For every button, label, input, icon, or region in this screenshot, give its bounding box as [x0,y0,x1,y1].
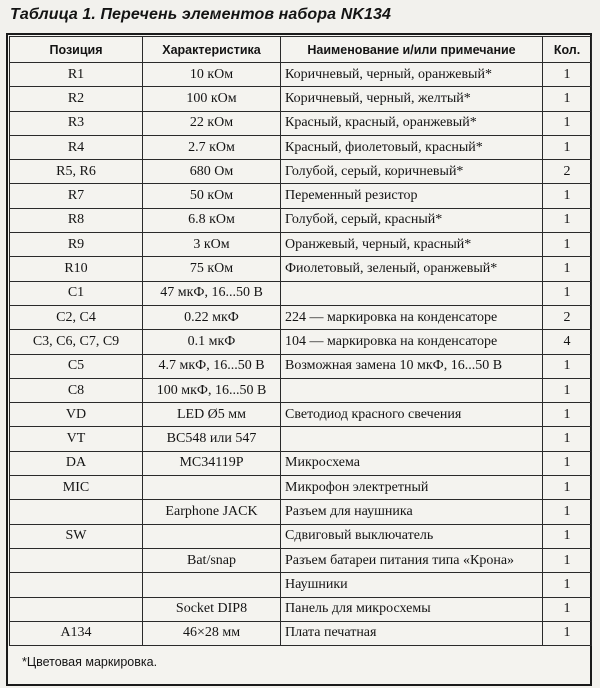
cell-name-note: Переменный резистор [281,184,543,208]
cell-quantity: 1 [543,524,592,548]
table-row [10,281,592,305]
table-title [10,6,391,24]
cell-quantity: 1 [543,451,592,475]
cell-characteristic: 22 кОм [143,111,281,135]
cell-quantity: 1 [543,476,592,500]
cell-quantity: 1 [543,63,592,87]
cell-name-note: Сдвиговый выключатель [281,524,543,548]
table-row [10,111,592,135]
cell-position [10,548,143,572]
table-row [10,597,592,621]
cell-quantity: 1 [543,548,592,572]
cell-quantity: 1 [543,427,592,451]
table-row [10,378,592,402]
cell-name-note: Красный, красный, оранжевый* [281,111,543,135]
cell-characteristic: BC548 или 547 [143,427,281,451]
table-body [10,63,592,646]
footnote: *Цветовая маркировка. [22,655,158,669]
header-quantity: Кол. [543,37,592,63]
cell-position: R8 [10,208,143,232]
table-row [10,305,592,329]
table-row [10,135,592,159]
table-title-text: Перечень элементов набора NK134 [100,6,391,23]
cell-characteristic: 100 кОм [143,87,281,111]
cell-position: R2 [10,87,143,111]
cell-position: R4 [10,135,143,159]
cell-quantity: 1 [543,597,592,621]
cell-quantity: 1 [543,621,592,645]
cell-quantity: 1 [543,208,592,232]
cell-name-note: 104 — маркировка на конденсаторе [281,330,543,354]
cell-quantity: 1 [543,500,592,524]
header-name-note: Наименование и/или примечание [281,37,543,63]
cell-name-note: Наушники [281,573,543,597]
cell-position: C1 [10,281,143,305]
cell-quantity: 1 [543,403,592,427]
cell-position [10,500,143,524]
header-position: Позиция [10,37,143,63]
cell-name-note: Оранжевый, черный, красный* [281,233,543,257]
cell-name-note: Панель для микросхемы [281,597,543,621]
cell-position: MIC [10,476,143,500]
header-characteristic: Характеристика [143,37,281,63]
cell-characteristic: 46×28 мм [143,621,281,645]
cell-position: R1 [10,63,143,87]
cell-quantity: 1 [543,378,592,402]
cell-position: R9 [10,233,143,257]
cell-name-note: Коричневый, черный, желтый* [281,87,543,111]
cell-position: VT [10,427,143,451]
cell-position: C5 [10,354,143,378]
cell-position: R5, R6 [10,160,143,184]
table-row [10,184,592,208]
table-header-row [10,37,592,63]
table-row [10,160,592,184]
cell-name-note: Возможная замена 10 мкФ, 16...50 В [281,354,543,378]
table-row [10,208,592,232]
cell-characteristic: MC34119P [143,451,281,475]
cell-characteristic: Earphone JACK [143,500,281,524]
table-row [10,330,592,354]
table-row [10,427,592,451]
table-row [10,548,592,572]
cell-quantity: 1 [543,573,592,597]
cell-name-note: Разъем для наушника [281,500,543,524]
cell-characteristic: 10 кОм [143,63,281,87]
cell-position: C8 [10,378,143,402]
cell-name-note: Микрофон электретный [281,476,543,500]
cell-name-note: Плата печатная [281,621,543,645]
cell-position: R3 [10,111,143,135]
cell-characteristic: Bat/snap [143,548,281,572]
cell-characteristic: 100 мкФ, 16...50 В [143,378,281,402]
cell-quantity: 1 [543,184,592,208]
cell-position: SW [10,524,143,548]
table-row [10,500,592,524]
cell-name-note [281,281,543,305]
table-row [10,524,592,548]
cell-characteristic: 3 кОм [143,233,281,257]
cell-characteristic: 0.1 мкФ [143,330,281,354]
cell-position: R10 [10,257,143,281]
cell-position: C2, C4 [10,305,143,329]
table-row [10,621,592,645]
cell-name-note: Разъем батареи питания типа «Крона» [281,548,543,572]
cell-characteristic: 0.22 мкФ [143,305,281,329]
cell-characteristic: Socket DIP8 [143,597,281,621]
cell-characteristic: 75 кОм [143,257,281,281]
cell-characteristic: 4.7 мкФ, 16...50 В [143,354,281,378]
cell-name-note [281,427,543,451]
cell-quantity: 1 [543,111,592,135]
cell-position: A134 [10,621,143,645]
cell-quantity: 1 [543,87,592,111]
cell-characteristic: 47 мкФ, 16...50 В [143,281,281,305]
table-row [10,87,592,111]
cell-position: VD [10,403,143,427]
cell-position: R7 [10,184,143,208]
table-row [10,573,592,597]
cell-position [10,597,143,621]
cell-characteristic: LED Ø5 мм [143,403,281,427]
table-row [10,403,592,427]
cell-quantity: 2 [543,305,592,329]
cell-quantity: 1 [543,281,592,305]
table-row [10,257,592,281]
cell-name-note [281,378,543,402]
cell-quantity: 1 [543,257,592,281]
cell-quantity: 4 [543,330,592,354]
cell-name-note: Коричневый, черный, оранжевый* [281,63,543,87]
table-title-prefix: Таблица 1. [10,6,96,23]
cell-characteristic: 680 Ом [143,160,281,184]
table-row [10,63,592,87]
cell-quantity: 1 [543,354,592,378]
cell-position: DA [10,451,143,475]
cell-quantity: 1 [543,233,592,257]
cell-characteristic [143,573,281,597]
table-row [10,476,592,500]
cell-name-note: Красный, фиолетовый, красный* [281,135,543,159]
cell-quantity: 1 [543,135,592,159]
table-row [10,354,592,378]
table-row [10,451,592,475]
cell-name-note: Голубой, серый, красный* [281,208,543,232]
cell-characteristic: 6.8 кОм [143,208,281,232]
cell-position [10,573,143,597]
cell-name-note: Микросхема [281,451,543,475]
cell-position: C3, C6, C7, C9 [10,330,143,354]
cell-name-note: Фиолетовый, зеленый, оранжевый* [281,257,543,281]
cell-name-note: Голубой, серый, коричневый* [281,160,543,184]
cell-characteristic [143,524,281,548]
cell-characteristic: 50 кОм [143,184,281,208]
cell-characteristic [143,476,281,500]
table-frame [6,33,592,686]
cell-quantity: 2 [543,160,592,184]
cell-characteristic: 2.7 кОм [143,135,281,159]
table-row [10,233,592,257]
cell-name-note: 224 — маркировка на конденсаторе [281,305,543,329]
cell-name-note: Светодиод красного свечения [281,403,543,427]
components-table [9,36,592,646]
